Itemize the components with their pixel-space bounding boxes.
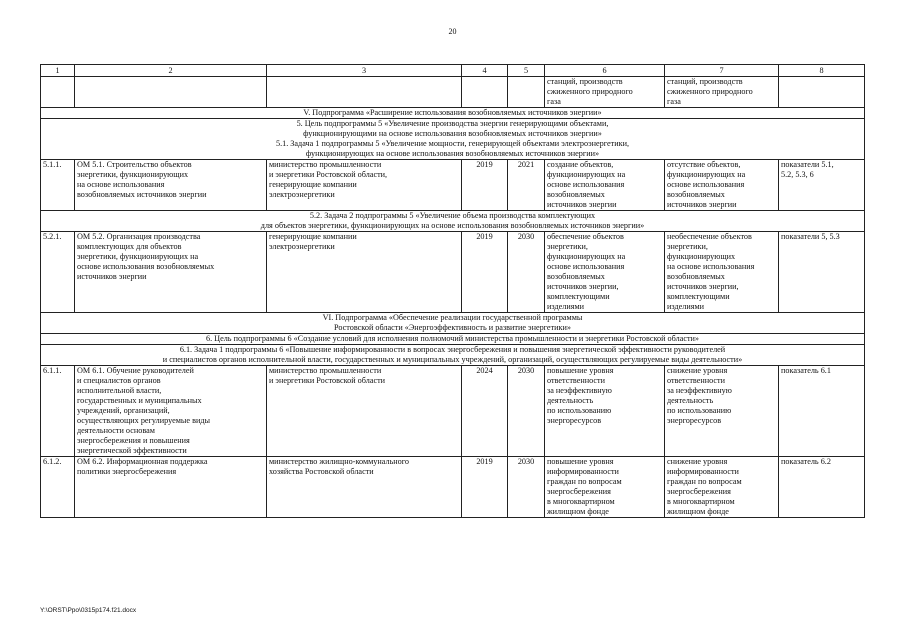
cell-line: возобновляемых — [547, 272, 605, 281]
cell-line: комплектующими — [667, 292, 730, 301]
cell-line: 5.2, 5.3, 6 — [781, 170, 814, 179]
result-cell — [545, 232, 665, 313]
cell-line: функционирующих — [667, 252, 736, 261]
cell-line: сжиженного природного — [547, 87, 633, 96]
indicators-cell — [779, 232, 865, 313]
cell-line: по использованию — [547, 406, 612, 415]
column-number: 2 — [75, 65, 267, 77]
cell-line: энергосбережения и повышения — [77, 436, 190, 445]
section-row — [41, 108, 865, 119]
result-cell — [545, 77, 665, 108]
cell-line: жилищном фонде — [667, 507, 729, 516]
start-year: 2019 — [462, 457, 508, 518]
cell-line: изделиями — [667, 302, 705, 311]
cell-line: необеспечение объектов — [667, 232, 752, 241]
cell-line: показатель 6.2 — [781, 457, 831, 466]
cell-line: министерство промышленности — [269, 366, 382, 375]
cell-line: энергетики, — [667, 242, 708, 251]
result-cell — [545, 160, 665, 211]
heading-line: VI. Подпрограмма «Обеспечение реализации государственной программы — [322, 313, 583, 322]
executor-cell — [267, 232, 462, 313]
cell-line: ОМ 6.2. Информационная поддержка — [77, 457, 208, 466]
cell-line: источников энергии, — [667, 282, 739, 291]
heading-line: V. Подпрограмма «Расширение использования возобновляемых источников энергии» — [303, 108, 602, 117]
indicators-cell — [779, 366, 865, 457]
cell-line: деятельность — [547, 396, 594, 405]
indicators-cell — [779, 457, 865, 518]
row-number: 6.1.2. — [41, 457, 75, 518]
measure-name-cell — [75, 160, 267, 211]
cell-line: исполнительной власти, — [77, 386, 162, 395]
cell-line: ответственности — [667, 376, 726, 385]
cell-line: в многоквартирном — [667, 497, 735, 506]
cell-line: станций, производств — [547, 77, 623, 86]
column-number: 1 — [41, 65, 75, 77]
cell-line: отсутствие объектов, — [667, 160, 741, 169]
measure-name-cell — [75, 366, 267, 457]
row-number: 5.2.1. — [41, 232, 75, 313]
cell-line: функционирующих на — [667, 170, 746, 179]
cell-line: деятельность — [667, 396, 714, 405]
result-cell — [545, 366, 665, 457]
cell-line: показатели 5.1, — [781, 160, 834, 169]
start-year: 2019 — [462, 160, 508, 211]
column-number: 6 — [545, 65, 665, 77]
cell-line: министерство жилищно-коммунального — [269, 457, 410, 466]
cell-line: газа — [667, 97, 681, 106]
heading-line: 5.1. Задача 1 подпрограммы 5 «Увеличение мощности, генерирующей объектами электроэнергетики, — [275, 139, 630, 148]
cell-line: источников энергии — [667, 200, 737, 209]
consequence-cell — [665, 457, 779, 518]
cell-line: энергоресурсов — [547, 416, 602, 425]
executor-cell — [267, 160, 462, 211]
end-year: 2030 — [508, 232, 545, 313]
cell-line: жилищном фонде — [547, 507, 609, 516]
heading-line: и специалистов органов исполнительной власти, государственных и муниципальных учреждений, организаций, осуществляющих регулируемые виды деятельности» — [162, 355, 743, 364]
cell-line: за неэффективную — [547, 386, 612, 395]
measures-table — [40, 64, 865, 518]
cell-line: энергосбережения — [667, 487, 731, 496]
carry-over-row — [41, 77, 865, 108]
cell-line: источников энергии — [547, 200, 617, 209]
cell-line: на основе использования — [77, 180, 165, 189]
cell-line: обеспечение объектов — [547, 232, 624, 241]
heading-line: Ростовской области «Энергоэффективность и развитие энергетики» — [334, 323, 571, 332]
cell-line: функционирующих на — [547, 252, 626, 261]
cell-line: создание объектов, — [547, 160, 614, 169]
section-row — [41, 211, 865, 232]
table-row — [41, 160, 865, 211]
table-row — [41, 457, 865, 518]
cell-line: повышение уровня — [547, 457, 614, 466]
table-cell — [75, 77, 267, 108]
cell-line: возобновляемых источников энергии — [77, 190, 207, 199]
table-row — [41, 366, 865, 457]
table-cell — [462, 77, 508, 108]
column-number-row — [41, 65, 865, 77]
file-path-footer: Y:\ORST\Ppo\0315p174.f21.docx — [40, 607, 137, 614]
task-heading — [41, 211, 865, 232]
cell-line: по использованию — [667, 406, 732, 415]
table-cell — [41, 77, 75, 108]
indicators-cell — [779, 160, 865, 211]
measure-name-cell — [75, 457, 267, 518]
cell-line: за неэффективную — [667, 386, 732, 395]
page-number: 20 — [448, 27, 457, 36]
column-number: 7 — [665, 65, 779, 77]
table-cell — [267, 77, 462, 108]
row-number: 6.1.1. — [41, 366, 75, 457]
column-number: 5 — [508, 65, 545, 77]
column-number: 3 — [267, 65, 462, 77]
cell-line: государственных и муниципальных — [77, 396, 202, 405]
cell-line: основе использования — [547, 180, 625, 189]
cell-line: в многоквартирном — [547, 497, 615, 506]
consequence-cell — [665, 77, 779, 108]
cell-line: ОМ 5.2. Организация производства — [77, 232, 201, 241]
heading-line: 6.1. Задача 1 подпрограммы 6 «Повышение информированности в вопросах энергосбережения и повышения энергетической эффективности руководителей — [179, 345, 726, 354]
cell-line: генерирующие компании — [269, 180, 357, 189]
cell-line: электроэнергетики — [269, 190, 335, 199]
cell-line: и энергетики Ростовской области — [269, 376, 386, 385]
cell-line: комплектующих для объектов — [77, 242, 182, 251]
column-number: 4 — [462, 65, 508, 77]
cell-line: источников энергии, — [547, 282, 619, 291]
cell-line: деятельности основам — [77, 426, 155, 435]
cell-line: и специалистов органов — [77, 376, 161, 385]
row-number: 5.1.1. — [41, 160, 75, 211]
cell-line: граждан по вопросам — [667, 477, 742, 486]
cell-line: ответственности — [547, 376, 606, 385]
cell-line: и энергетики Ростовской области, — [269, 170, 388, 179]
cell-line: информированности — [547, 467, 619, 476]
table-cell — [779, 77, 865, 108]
cell-line: возобновляемых — [667, 272, 725, 281]
result-cell — [545, 457, 665, 518]
cell-line: электроэнергетики — [269, 242, 335, 251]
heading-line: 5.2. Задача 2 подпрограммы 5 «Увеличение объема производства комплектующих — [309, 211, 596, 220]
consequence-cell — [665, 160, 779, 211]
executor-cell — [267, 366, 462, 457]
cell-line: ОМ 5.1. Строительство объектов — [77, 160, 192, 169]
cell-line: энергетики, функционирующих на — [77, 252, 199, 261]
table-cell — [508, 77, 545, 108]
cell-line: повышение уровня — [547, 366, 614, 375]
heading-line: функционирующими на основе использования возобновляемых источников энергии» — [303, 129, 602, 138]
task-heading — [41, 345, 865, 366]
cell-line: генерирующие компании — [269, 232, 357, 241]
cell-line: энергосбережения — [547, 487, 611, 496]
cell-line: станций, производств — [667, 77, 743, 86]
cell-line: возобновляемых — [547, 190, 605, 199]
goal-heading — [41, 119, 865, 160]
cell-line: комплектующими — [547, 292, 610, 301]
end-year: 2030 — [508, 457, 545, 518]
cell-line: показатели 5, 5.3 — [781, 232, 840, 241]
cell-line: хозяйства Ростовской области — [269, 467, 374, 476]
table-row — [41, 232, 865, 313]
cell-line: снижение уровня — [667, 457, 728, 466]
end-year: 2030 — [508, 366, 545, 457]
section-row — [41, 345, 865, 366]
cell-line: основе использования — [667, 180, 745, 189]
cell-line: осуществляющих регулируемые виды — [77, 416, 210, 425]
cell-line: функционирующих на — [547, 170, 626, 179]
cell-line: изделиями — [547, 302, 585, 311]
cell-line: источников энергии — [77, 272, 147, 281]
subprogram-heading — [41, 108, 865, 119]
heading-line: функционирующих на основе использования возобновляемых источников энергии» — [305, 149, 600, 158]
section-row — [41, 334, 865, 345]
cell-line: учреждений, организаций, — [77, 406, 170, 415]
cell-line: энергетики, — [547, 242, 588, 251]
cell-line: энергоресурсов — [667, 416, 722, 425]
heading-line: 6. Цель подпрограммы 6 «Создание условий для исполнения полномочий министерства промышленности и энергетики Ростовской области» — [205, 334, 700, 343]
cell-line: показатель 6.1 — [781, 366, 831, 375]
measure-name-cell — [75, 232, 267, 313]
start-year: 2019 — [462, 232, 508, 313]
consequence-cell — [665, 232, 779, 313]
cell-line: сжиженного природного — [667, 87, 753, 96]
cell-line: энергетики, функционирующих — [77, 170, 189, 179]
cell-line: политики энергосбережения — [77, 467, 177, 476]
start-year: 2024 — [462, 366, 508, 457]
heading-line: 5. Цель подпрограммы 5 «Увеличение производства энергии генерирующими объектами, — [296, 119, 609, 128]
section-row — [41, 119, 865, 160]
cell-line: основе использования — [547, 262, 625, 271]
cell-line: возобновляемых — [667, 190, 725, 199]
end-year: 2021 — [508, 160, 545, 211]
executor-cell — [267, 457, 462, 518]
cell-line: на основе использования — [667, 262, 755, 271]
cell-line: ОМ 6.1. Обучение руководителей — [77, 366, 194, 375]
cell-line: основе использования возобновляемых — [77, 262, 215, 271]
section-row — [41, 313, 865, 334]
column-number: 8 — [779, 65, 865, 77]
cell-line: газа — [547, 97, 561, 106]
cell-line: энергетической эффективности — [77, 446, 187, 455]
cell-line: граждан по вопросам — [547, 477, 622, 486]
goal-heading — [41, 334, 865, 345]
consequence-cell — [665, 366, 779, 457]
subprogram-heading — [41, 313, 865, 334]
cell-line: снижение уровня — [667, 366, 728, 375]
cell-line: министерство промышленности — [269, 160, 382, 169]
cell-line: информированности — [667, 467, 739, 476]
heading-line: для объектов энергетики, функционирующих на основе использования возобновляемых источников энергии» — [260, 221, 645, 230]
